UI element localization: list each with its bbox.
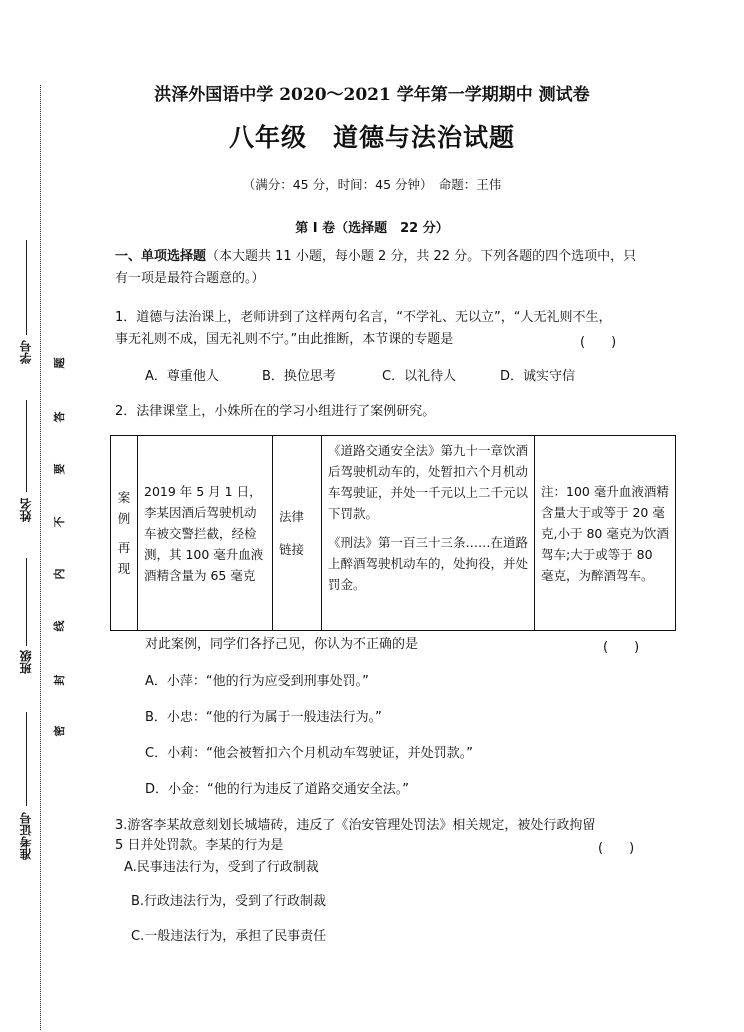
q2-question: 对此案例，同学们各抒己见，你认为不正确的是 [145,637,419,652]
q3-option-a: A.民事违法行为，受到了行政制裁 [124,860,319,875]
q2-stem: 2．法律课堂上，小姝所在的学习小组进行了案例研究。 [115,404,436,419]
seal-char: 题 [53,357,66,369]
q1-option-c: C．以礼待人 [382,369,457,384]
law-label-line: 法律 [279,509,305,524]
seal-char: 线 [53,620,66,632]
part-desc-2: 有一项是最符合题意的。） [115,271,265,286]
exam-number-label: 准考证号 [19,812,33,860]
part-desc-1: （本大题共 11 小题，每小题 2 分，共 22 分。下列各题的四个选项中，只 [206,249,637,264]
q3-option-c: C.一般违法行为，承担了民事责任 [131,929,327,944]
q1-answer-bracket: ( ) [580,335,617,350]
case-label-char: 案 [117,490,131,505]
q3-line-2: 5 日并处罚款。李某的行为是 [115,838,284,853]
seal-char: 封 [53,674,66,686]
q1-option-b: B．换位思考 [262,369,336,384]
law-text-traffic: 《道路交通安全法》第九十一章饮酒后驾驶机动车的，处暂扣六个月机动车驾驶证，并处一千元以上二千元以下罚款。 [328,443,529,521]
q1-option-d: D．诚实守信 [500,369,576,384]
case-label-char: 例 [117,511,131,526]
case-text-cell: 2019 年 5 月 1 日，李某因酒后驾驶机动车被交警拦截，经检测，其 100 毫升血液酒精含量为 65 毫克 [138,436,273,631]
case-label-cell [111,436,138,631]
seal-char: 不 [53,516,66,528]
name-label: 姓名 [19,498,33,522]
q3-answer-bracket: ( ) [598,841,635,856]
q2-option-a: A．小萍：“他的行为应受到刑事处罚。” [145,674,369,689]
name-blank [26,400,27,492]
case-label-char: 再 [117,540,131,555]
law-text-criminal: 《刑法》第一百三十三条……在道路上醉酒驾驶机动车的，处拘役，并处罚金。 [328,535,529,592]
note-cell: 注：100 毫升血液酒精含量大于或等于 20 毫克,小于 80 毫克为饮酒驾车;大于或等于 80 毫克，为醉酒驾车。 [535,436,676,631]
q1-line-1: 1．道德与法治课上，老师讲到了这样两句名言，“不学礼、无以立”，“人无礼则不生， [115,310,612,325]
exam-number-blank [26,712,27,806]
class-blank [26,558,27,646]
law-label-line: 链接 [279,542,305,557]
part-label: 一、单项选择题 [115,249,207,264]
seal-char: 内 [53,568,66,580]
q2-answer-bracket: ( ) [603,640,640,655]
section-title: 第 I 卷（选择题 22 分） [295,221,449,236]
law-text-cell [322,436,535,631]
q2-option-d: D．小金：“他的行为违反了道路交通安全法。” [145,782,409,797]
q1-line-2: 事无礼则不成，国无礼则不宁。”由此推断，本节课的专题是 [115,332,454,347]
q3-line-1: 3.游客李某故意刻划长城墙砖，违反了《治安管理处罚法》相关规定，被处行政拘留 [115,818,596,833]
seal-char: 要 [53,463,66,475]
exam-title: 洪泽外国语中学 2020～2021 学年第一学期期中 测试卷 [154,85,590,105]
q1-option-a: A．尊重他人 [145,369,219,384]
q2-option-b: B．小忠：“他的行为属于一般违法行为。” [145,710,382,725]
q2-option-c: C．小莉：“他会被暂扣六个月机动车驾驶证，并处罚款。” [145,746,474,761]
exam-info: （满分：45 分，时间：45 分钟） 命题：王伟 [242,177,502,192]
class-label: 班级 [19,650,33,674]
seal-char: 答 [53,411,66,423]
seal-char: 密 [53,725,66,737]
q3-option-b: B.行政违法行为，受到了行政制裁 [131,894,327,909]
law-label-cell [273,436,322,631]
part-instructions [115,246,636,268]
case-label-char: 现 [117,561,131,576]
student-id-blank [26,240,27,335]
exam-subtitle: 八年级 道德与法治试题 [228,123,515,152]
student-id-label: 学号 [19,340,33,364]
case-table [110,435,676,631]
